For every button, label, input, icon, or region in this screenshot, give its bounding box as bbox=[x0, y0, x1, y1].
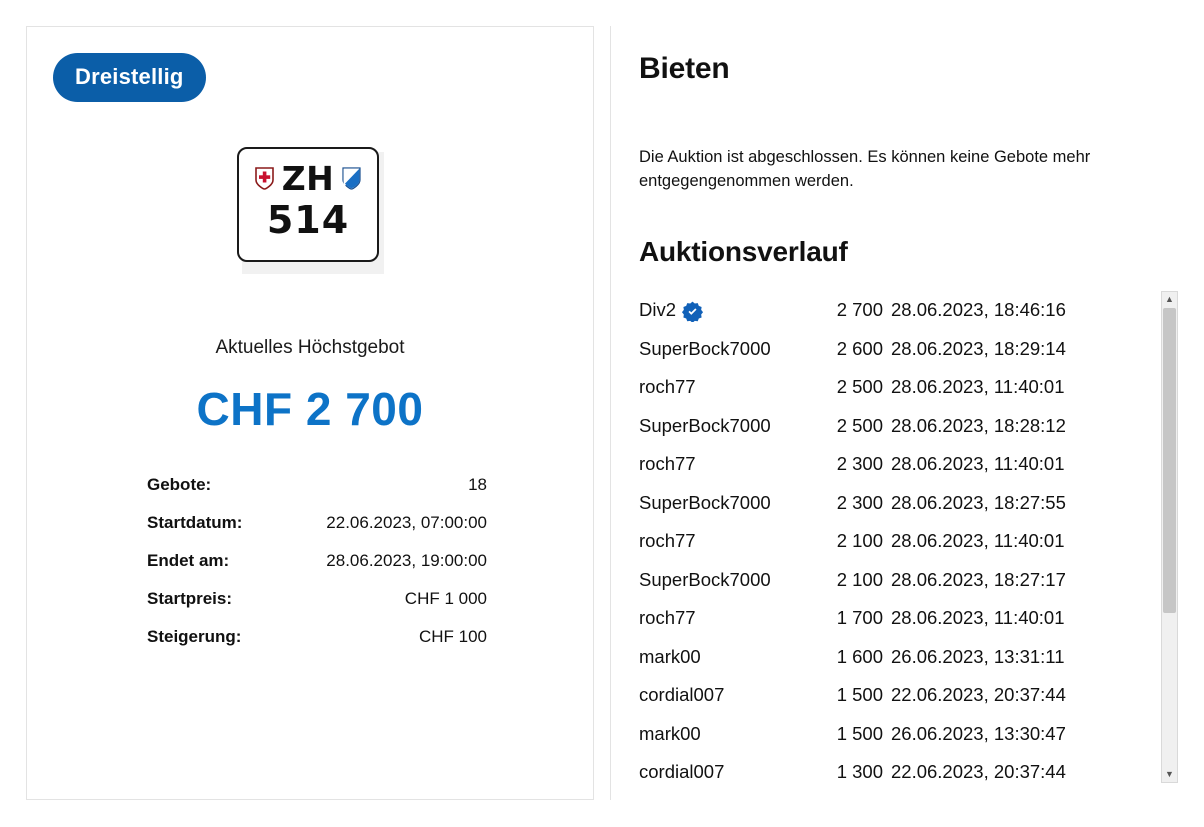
fact-value: 22.06.2023, 07:00:00 bbox=[326, 513, 487, 532]
bid-date: 28.06.2023, 11:40:01 bbox=[891, 376, 1065, 398]
fact-key: Steigerung: bbox=[147, 627, 242, 646]
bid-amount: 2 100 bbox=[836, 568, 883, 590]
bid-amount: 2 600 bbox=[836, 337, 883, 359]
fact-key: Endet am: bbox=[147, 551, 230, 570]
bid-row bbox=[639, 484, 1101, 523]
bid-user bbox=[639, 376, 805, 398]
bid-user-name: cordial007 bbox=[639, 761, 725, 783]
bid-user bbox=[639, 569, 805, 591]
bid-row bbox=[639, 291, 1101, 330]
bid-row bbox=[639, 638, 1101, 677]
swiss-cross-shield-icon bbox=[255, 167, 274, 190]
bid-amount: 1 300 bbox=[836, 761, 883, 783]
auction-summary-card bbox=[26, 26, 594, 800]
bid-row bbox=[639, 445, 1101, 484]
bid-amount: 1 600 bbox=[836, 645, 883, 667]
bid-user-name: cordial007 bbox=[639, 684, 725, 706]
bid-history-list[interactable] bbox=[639, 291, 1101, 783]
scrollbar-thumb[interactable] bbox=[1163, 308, 1176, 613]
bid-user bbox=[639, 453, 805, 475]
fact-row bbox=[147, 513, 487, 533]
bid-date: 28.06.2023, 18:27:55 bbox=[891, 491, 1066, 513]
bid-user-name: SuperBock7000 bbox=[639, 337, 771, 359]
bid-amount: 2 700 bbox=[836, 299, 883, 321]
zurich-shield-icon bbox=[342, 167, 361, 190]
bid-row bbox=[639, 368, 1101, 407]
bid-user-name: roch77 bbox=[639, 607, 696, 629]
bid-history-title: Auktionsverlauf bbox=[639, 236, 848, 267]
bid-amount: 2 300 bbox=[836, 453, 883, 475]
list-bottom-fade bbox=[639, 786, 1101, 800]
bid-date: 26.06.2023, 13:31:11 bbox=[891, 645, 1065, 667]
bid-history-scrollbar[interactable] bbox=[1161, 291, 1178, 783]
plate-canton-code: ZH bbox=[281, 158, 335, 198]
category-badge[interactable]: Dreistellig bbox=[53, 53, 206, 102]
bid-row bbox=[639, 715, 1101, 754]
fact-row bbox=[147, 551, 487, 571]
page-title: Bieten bbox=[639, 52, 730, 85]
plate-top-row bbox=[239, 149, 377, 203]
bid-user-name: mark00 bbox=[639, 645, 701, 667]
bid-amount: 1 500 bbox=[836, 722, 883, 744]
bid-date: 28.06.2023, 11:40:01 bbox=[891, 607, 1065, 629]
bid-user-name: roch77 bbox=[639, 453, 696, 475]
fact-value: 28.06.2023, 19:00:00 bbox=[326, 551, 487, 570]
bid-user-name: roch77 bbox=[639, 530, 696, 552]
bid-user bbox=[639, 492, 805, 514]
bid-row bbox=[639, 407, 1101, 446]
bid-user-name: roch77 bbox=[639, 376, 696, 398]
highest-bid-amount: CHF 2 700 bbox=[196, 383, 424, 435]
bid-date: 28.06.2023, 11:40:01 bbox=[891, 530, 1065, 552]
bidding-panel bbox=[610, 26, 1178, 800]
fact-key: Startdatum: bbox=[147, 513, 243, 532]
bid-user bbox=[639, 723, 805, 745]
fact-row bbox=[147, 627, 487, 647]
verified-badge-icon bbox=[682, 301, 703, 322]
bid-user bbox=[639, 415, 805, 437]
bid-amount: 2 100 bbox=[836, 530, 883, 552]
fact-key: Gebote: bbox=[147, 475, 212, 494]
bid-amount: 2 500 bbox=[836, 376, 883, 398]
bid-user bbox=[639, 761, 805, 783]
bid-history-container bbox=[639, 291, 1127, 783]
fact-value: CHF 1 000 bbox=[404, 589, 487, 608]
bid-amount: 1 500 bbox=[836, 684, 883, 706]
bid-user bbox=[639, 338, 805, 360]
bid-date: 28.06.2023, 18:46:16 bbox=[891, 299, 1066, 321]
bid-row bbox=[639, 522, 1101, 561]
fact-key: Startpreis: bbox=[147, 589, 233, 608]
bid-amount: 2 500 bbox=[836, 414, 883, 436]
bid-user bbox=[639, 646, 805, 668]
license-plate bbox=[237, 147, 379, 262]
highest-bid-label: Aktuelles Höchstgebot bbox=[215, 337, 405, 358]
bid-user-name: SuperBock7000 bbox=[639, 568, 771, 590]
bid-row bbox=[639, 561, 1101, 600]
bid-date: 28.06.2023, 18:29:14 bbox=[891, 337, 1066, 359]
bid-date: 28.06.2023, 18:27:17 bbox=[891, 568, 1066, 590]
bid-date: 22.06.2023, 20:37:44 bbox=[891, 684, 1066, 706]
bid-user bbox=[639, 607, 805, 629]
bid-row bbox=[639, 753, 1101, 783]
auction-closed-note: Die Auktion ist abgeschlossen. Es können keine Gebote mehr entgegengenommen werden. bbox=[639, 148, 1091, 190]
bid-date: 28.06.2023, 11:40:01 bbox=[891, 453, 1065, 475]
scroll-down-arrow-icon[interactable]: ▼ bbox=[1165, 769, 1174, 779]
bid-user-name: Div2 bbox=[639, 299, 677, 321]
bid-user bbox=[639, 530, 805, 552]
bid-user bbox=[639, 299, 805, 321]
bid-date: 28.06.2023, 18:28:12 bbox=[891, 414, 1066, 436]
bid-row bbox=[639, 599, 1101, 638]
fact-value: 18 bbox=[468, 475, 487, 494]
bid-row bbox=[639, 676, 1101, 715]
auction-facts bbox=[147, 475, 487, 665]
bid-user-name: SuperBock7000 bbox=[639, 414, 771, 436]
fact-row bbox=[147, 589, 487, 609]
bid-date: 22.06.2023, 20:37:44 bbox=[891, 761, 1066, 783]
bid-amount: 1 700 bbox=[836, 607, 883, 629]
bid-row bbox=[639, 330, 1101, 369]
bid-amount: 2 300 bbox=[836, 491, 883, 513]
bid-date: 26.06.2023, 13:30:47 bbox=[891, 722, 1066, 744]
fact-value: CHF 100 bbox=[418, 627, 487, 646]
scroll-up-arrow-icon[interactable]: ▲ bbox=[1165, 294, 1174, 304]
plate-number: 514 bbox=[266, 198, 350, 242]
bid-user-name: SuperBock7000 bbox=[639, 491, 771, 513]
bid-user bbox=[639, 684, 805, 706]
bid-user-name: mark00 bbox=[639, 722, 701, 744]
fact-row bbox=[147, 475, 487, 495]
